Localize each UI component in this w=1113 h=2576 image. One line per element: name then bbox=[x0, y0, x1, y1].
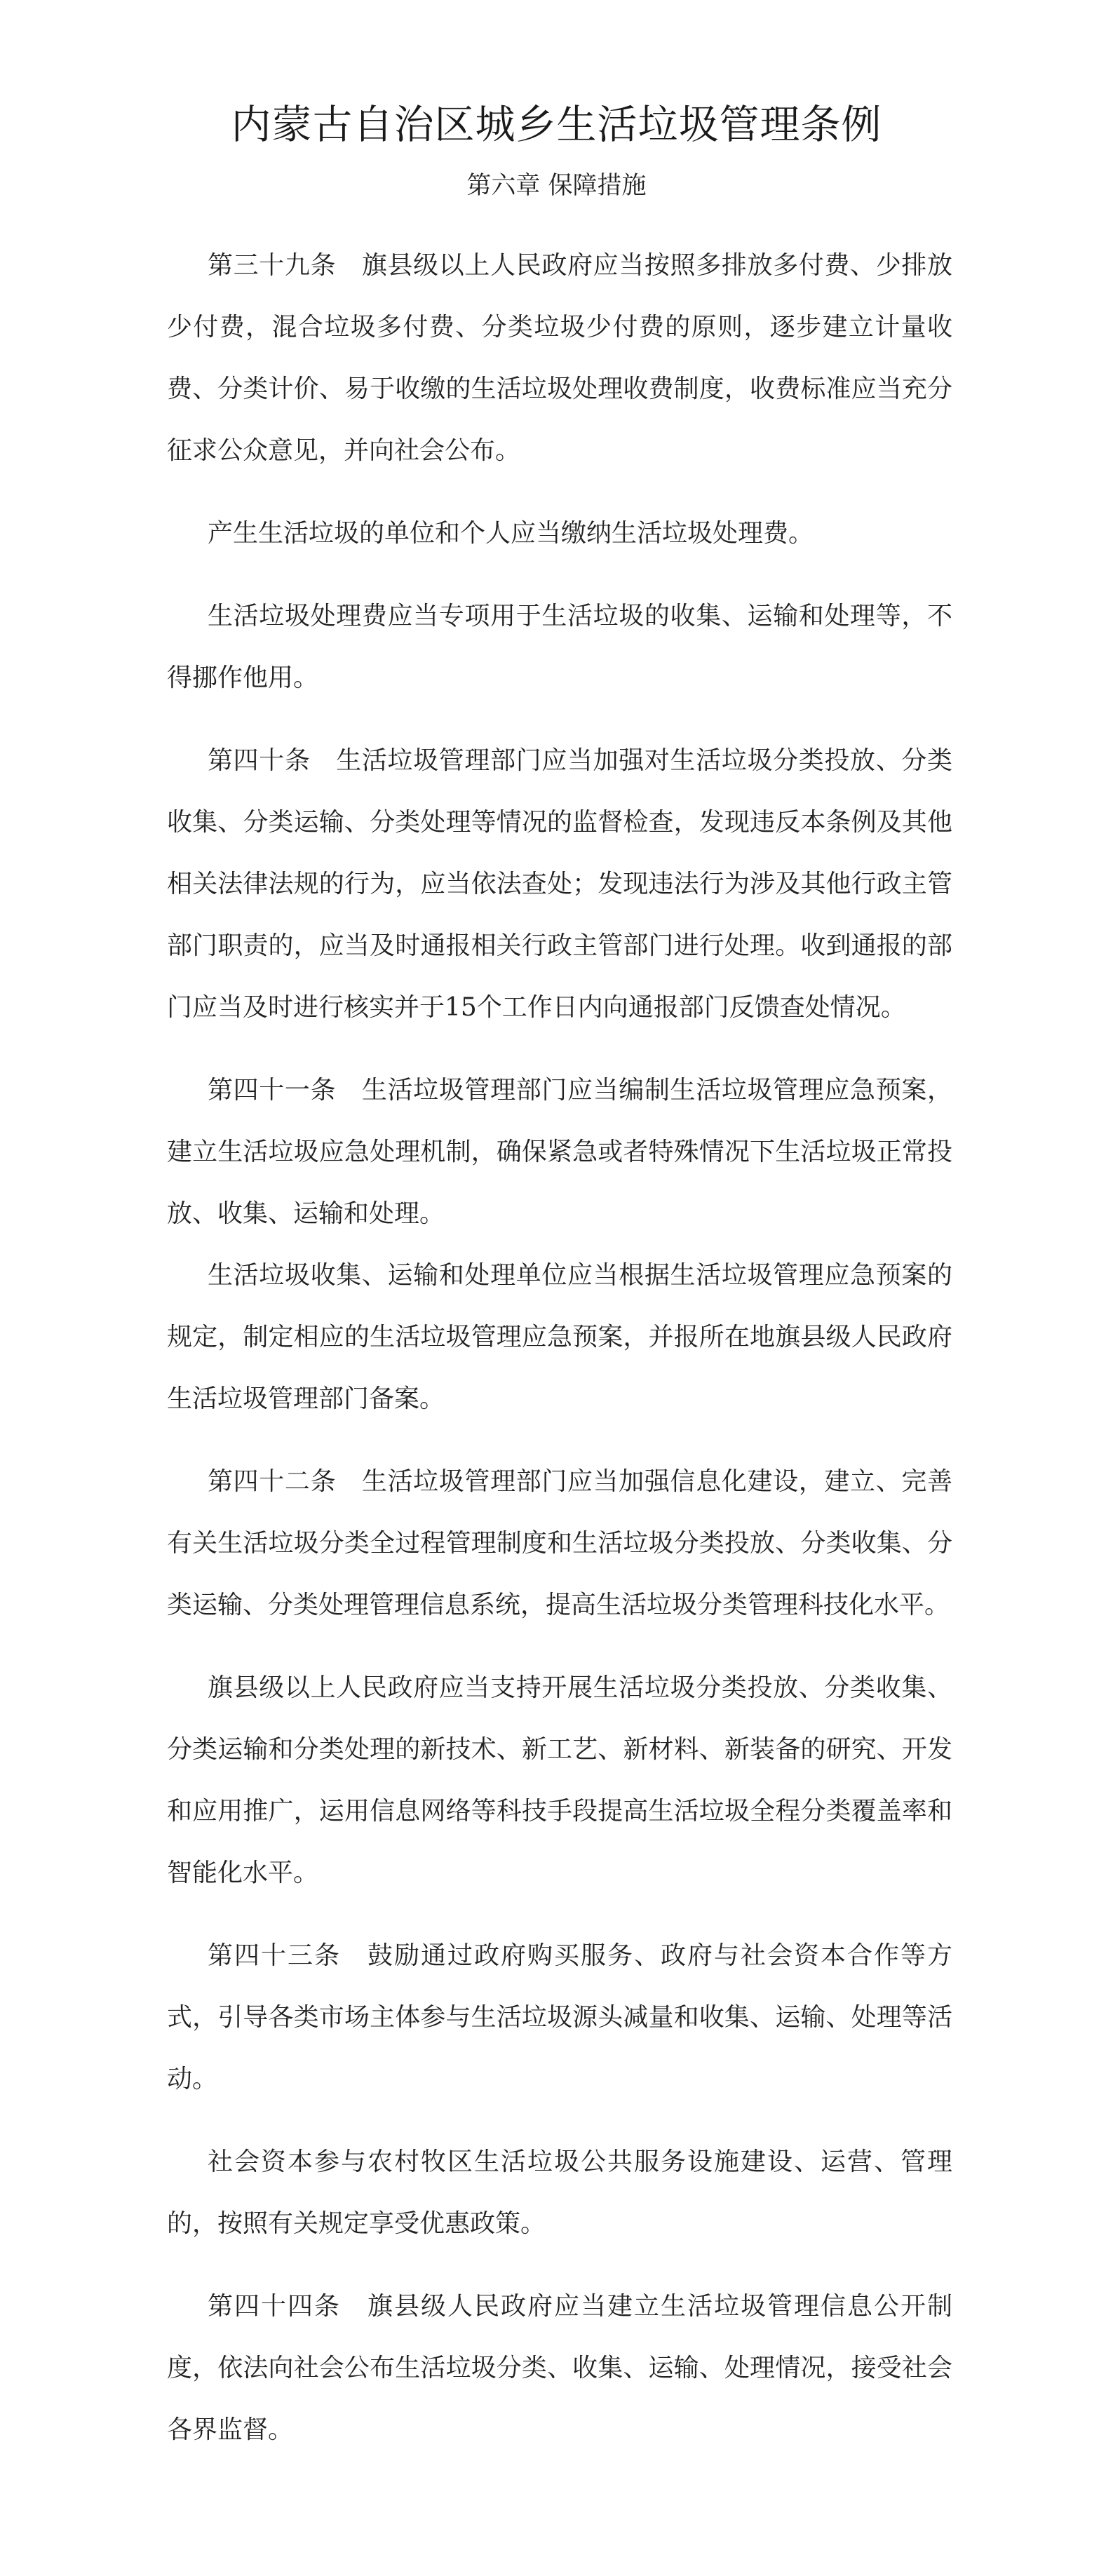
paragraph: 社会资本参与农村牧区生活垃圾公共服务设施建设、运营、管理的，按照有关规定享受优惠政策。 bbox=[167, 2147, 952, 2238]
chapter-heading: 第六章 保障措施 bbox=[466, 172, 647, 200]
paragraph: 产生生活垃圾的单位和个人应当缴纳生活垃圾处理费。 bbox=[208, 519, 814, 548]
paragraph-article-43: 第四十三条 鼓励通过政府购买服务、政府与社会资本合作等方式，引导各类市场主体参与生活垃圾源头减量和收集、运输、处理等活动。 bbox=[167, 1941, 952, 2093]
paragraph: 生活垃圾处理费应当专项用于生活垃圾的收集、运输和处理等，不得挪作他用。 bbox=[167, 602, 952, 692]
paragraph-article-40: 第四十条 生活垃圾管理部门应当加强对生活垃圾分类投放、分类收集、分类运输、分类处理等情况的监督检查，发现违反本条例及其他相关法律法规的行为，应当依法查处；发现违法行为涉及其他行政主管部门职责的，应当及时通报相关行政主管部门进行处理。收到通报的部门应当及时进行核实并于15个工作日内向通报部门反馈查处情况。 bbox=[167, 746, 952, 1022]
document-title: 内蒙古自治区城乡生活垃圾管理条例 bbox=[231, 102, 882, 148]
paragraph-article-42: 第四十二条 生活垃圾管理部门应当加强信息化建设，建立、完善有关生活垃圾分类全过程管理制度和生活垃圾分类投放、分类收集、分类运输、分类处理管理信息系统，提高生活垃圾分类管理科技化水平。 bbox=[167, 1467, 952, 1619]
document-body bbox=[167, 235, 952, 2461]
paragraph-article-39: 第三十九条 旗县级以上人民政府应当按照多排放多付费、少排放少付费，混合垃圾多付费、分类垃圾少付费的原则，逐步建立计量收费、分类计价、易于收缴的生活垃圾处理收费制度，收费标准应当充分征求公众意见，并向社会公布。 bbox=[167, 251, 952, 465]
paragraph-article-44: 第四十四条 旗县级人民政府应当建立生活垃圾管理信息公开制度，依法向社会公布生活垃圾分类、收集、运输、处理情况，接受社会各界监督。 bbox=[167, 2292, 952, 2444]
paragraph-article-41: 第四十一条 生活垃圾管理部门应当编制生活垃圾管理应急预案，建立生活垃圾应急处理机制，确保紧急或者特殊情况下生活垃圾正常投放、收集、运输和处理。 bbox=[167, 1076, 952, 1228]
paragraph: 生活垃圾收集、运输和处理单位应当根据生活垃圾管理应急预案的规定，制定相应的生活垃圾管理应急预案，并报所在地旗县级人民政府生活垃圾管理部门备案。 bbox=[167, 1261, 952, 1413]
paragraph: 旗县级以上人民政府应当支持开展生活垃圾分类投放、分类收集、分类运输和分类处理的新技术、新工艺、新材料、新装备的研究、开发和应用推广，运用信息网络等科技手段提高生活垃圾全程分类覆盖率和智能化水平。 bbox=[167, 1673, 952, 1887]
